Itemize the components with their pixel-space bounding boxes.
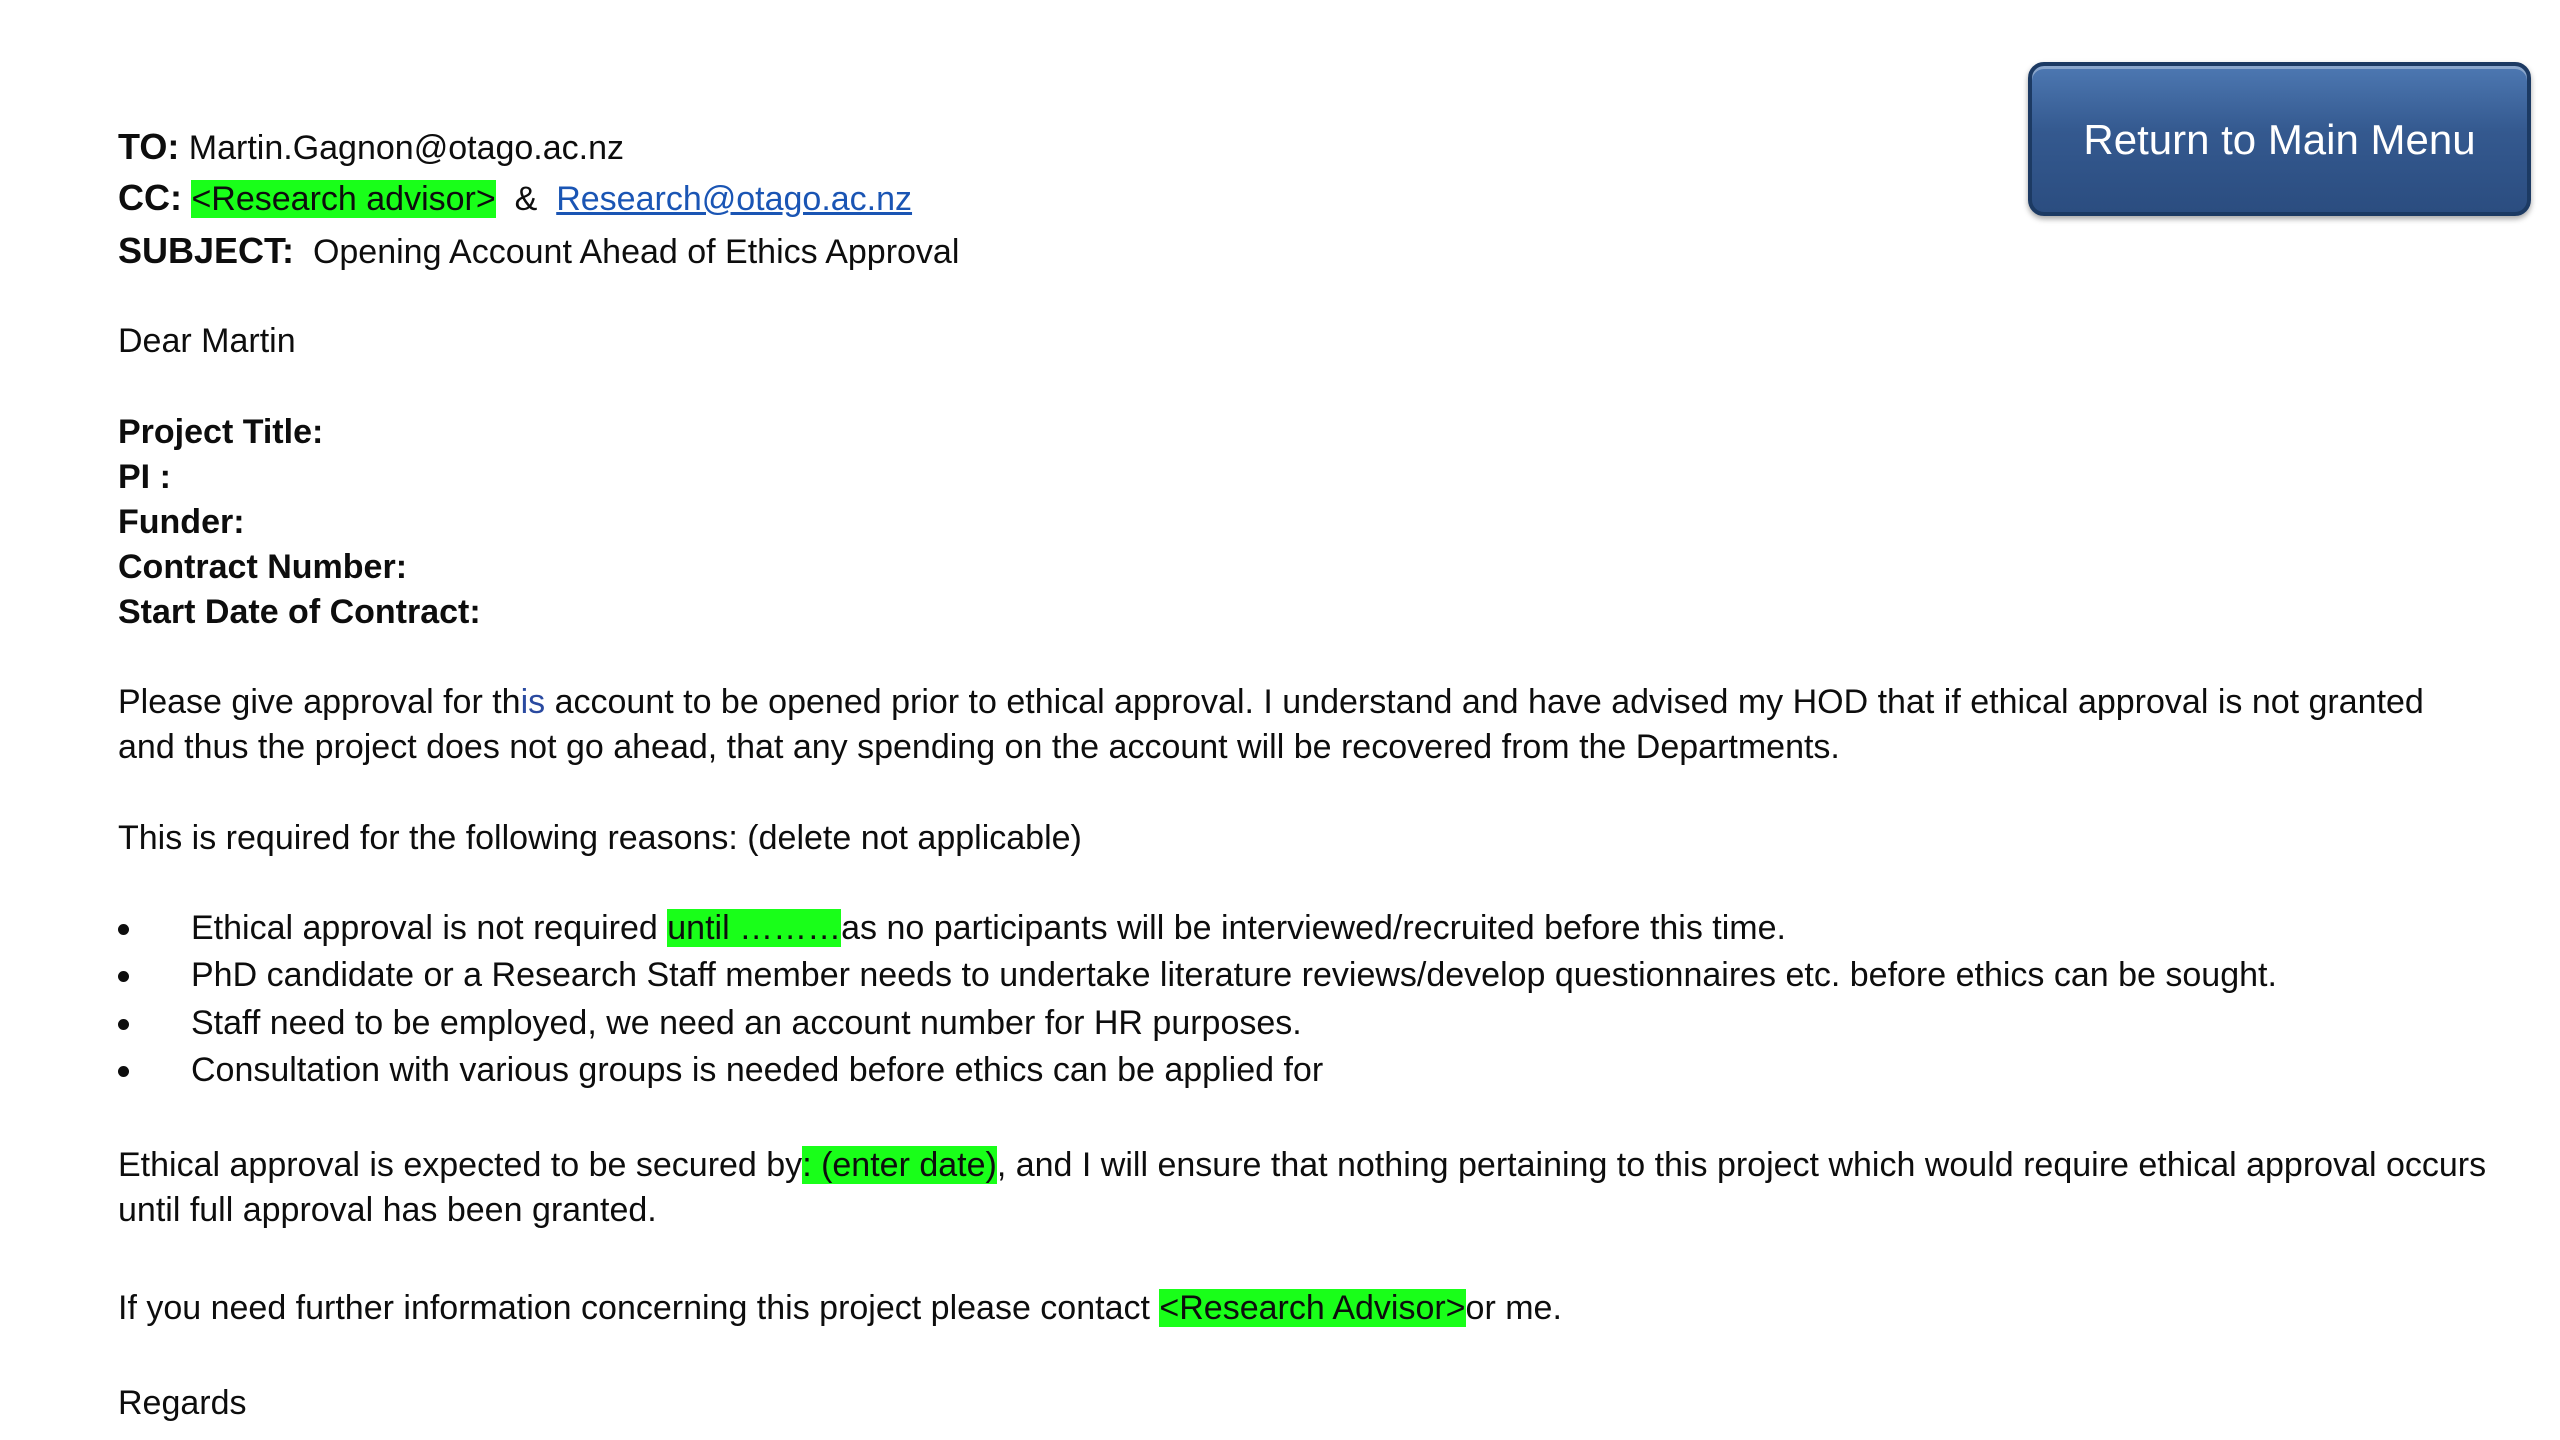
reason-4-text: Consultation with various groups is needed before ethics can be applied for — [191, 1051, 1324, 1089]
para1-text-a: Please give approval for th — [118, 683, 521, 721]
email-subject-line — [118, 228, 959, 275]
reason-2-text: PhD candidate or a Research Staff member needs to undertake literature reviews/develop questionnaires etc. before ethics can be sought. — [191, 956, 2277, 994]
research-advisor-placeholder: <Research Advisor> — [1159, 1289, 1466, 1327]
cc-research-email-link[interactable]: Research@otago.ac.nz — [556, 180, 913, 218]
reasons-intro: This is required for the following reasons: (delete not applicable) — [118, 819, 1082, 857]
field-pi: PI : — [118, 458, 171, 496]
to-address: Martin.Gagnon@otago.ac.nz — [188, 129, 625, 167]
ethics-date-paragraph: Ethical approval is expected to be secured by: (enter date), and I will ensure that nothing pertaining to this project which would require ethical approval occurs until full approval has been granted. — [118, 1146, 2487, 1229]
subject-label: SUBJECT: — [118, 230, 295, 271]
subject-value: Opening Account Ahead of Ethics Approval — [312, 233, 960, 271]
bullet-dot — [118, 924, 129, 935]
cc-label: CC: — [118, 177, 182, 218]
enter-date-placeholder: : (enter date) — [802, 1146, 997, 1184]
reason-1-text: Ethical approval is not required until ………as no participants will be interviewed/recruited before this time. — [191, 909, 1786, 947]
para1-text-b: is — [520, 683, 546, 721]
bullet-dot — [118, 1019, 129, 1030]
field-start-date: Start Date of Contract: — [118, 593, 481, 631]
return-to-main-menu-button[interactable]: Return to Main Menu — [2028, 62, 2531, 216]
cc-ampersand: & — [514, 180, 538, 218]
bullet-dot — [118, 1066, 129, 1077]
bullet-dot — [118, 971, 129, 982]
sign-off: Regards — [118, 1384, 247, 1422]
para1-text-c: account to be opened prior to ethical approval. I understand and have advised my HOD that if ethical approval is not granted and thus the project does not go ahead, that any spending on the account will be recovered from the Departments. — [118, 683, 2424, 766]
greeting: Dear Martin — [118, 322, 296, 360]
email-to-line — [118, 124, 624, 171]
reason-3-text: Staff need to be employed, we need an account number for HR purposes. — [191, 1004, 1302, 1042]
field-funder: Funder: — [118, 503, 245, 541]
field-project-title: Project Title: — [118, 413, 324, 451]
field-contract-number: Contract Number: — [118, 548, 408, 586]
cc-research-advisor-placeholder: <Research advisor> — [191, 180, 496, 218]
email-cc-line — [118, 175, 912, 222]
contact-paragraph: If you need further information concerning this project please contact <Research Advisor>or me. — [118, 1289, 1562, 1327]
to-label: TO: — [118, 126, 180, 167]
approval-request-paragraph — [118, 680, 2468, 770]
until-date-placeholder: until ……… — [667, 909, 842, 947]
